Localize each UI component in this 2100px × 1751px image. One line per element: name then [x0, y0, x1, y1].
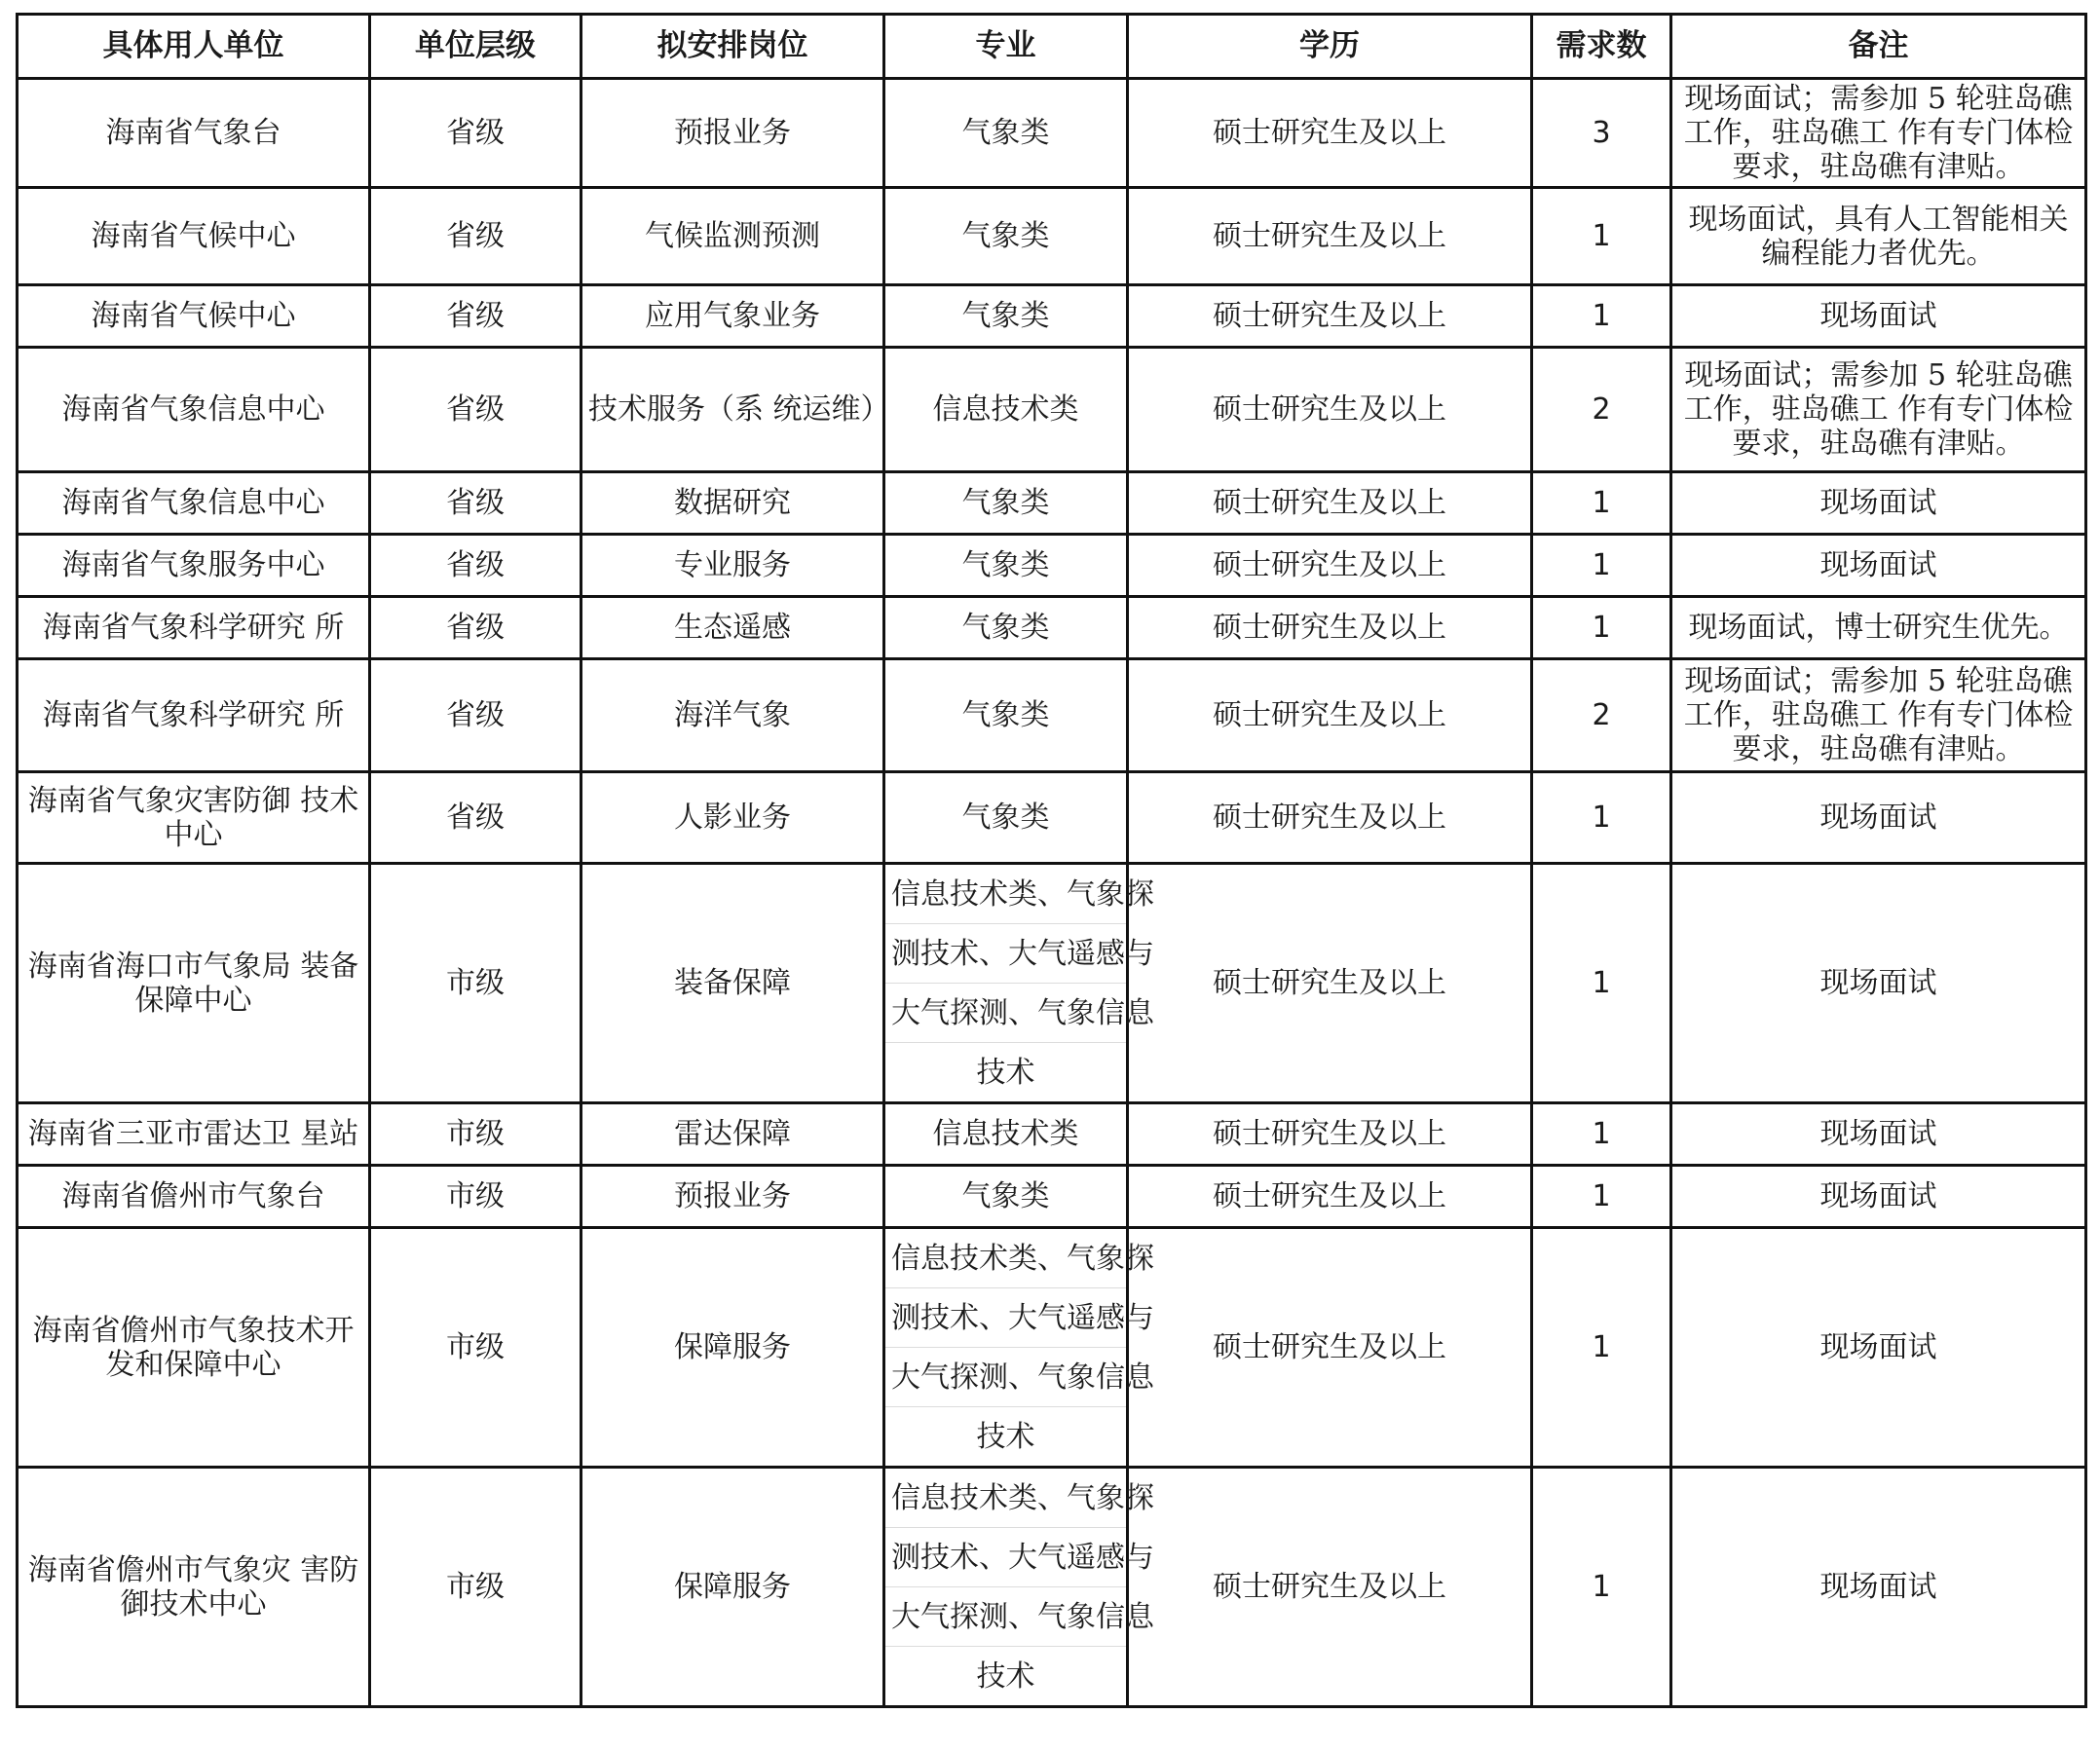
cell-education: 硕士研究生及以上: [1128, 79, 1532, 188]
cell-major-line: 大气探测、气象信息: [884, 1587, 1128, 1647]
cell-education: 硕士研究生及以上: [1128, 1228, 1532, 1468]
cell-unit: 海南省气象服务中心: [18, 535, 370, 597]
cell-remark: 现场面试: [1671, 772, 2086, 864]
table-row: [18, 1103, 2086, 1166]
cell-major-line: 大气探测、气象信息: [884, 1348, 1128, 1407]
cell-major-line: 技术: [884, 1647, 1128, 1707]
cell-major: 气象类: [884, 285, 1128, 348]
header-position: 拟安排岗位: [581, 15, 884, 79]
cell-position: 数据研究: [581, 472, 884, 535]
cell-count: 1: [1532, 535, 1671, 597]
header-education: 学历: [1128, 15, 1532, 79]
recruitment-table-sheet: [16, 13, 2087, 1708]
table-row: [18, 188, 2086, 285]
cell-level: 省级: [370, 772, 581, 864]
cell-major: 气象类: [884, 188, 1128, 285]
cell-count: 1: [1532, 472, 1671, 535]
cell-major: 气象类: [884, 772, 1128, 864]
cell-major-line: 技术: [884, 1407, 1128, 1468]
cell-major: 气象类: [884, 597, 1128, 659]
cell-remark: 现场面试；需参加 5 轮驻岛礁工作，驻岛礁工 作有专门体检要求，驻岛礁有津贴。: [1671, 659, 2086, 772]
cell-unit: 海南省气象台: [18, 79, 370, 188]
cell-level: 市级: [370, 1468, 581, 1707]
cell-remark: 现场面试: [1671, 1228, 2086, 1468]
cell-count: 1: [1532, 1468, 1671, 1707]
cell-education: 硕士研究生及以上: [1128, 472, 1532, 535]
cell-major: 气象类: [884, 535, 1128, 597]
table-row: [18, 597, 2086, 659]
cell-count: 1: [1532, 1166, 1671, 1228]
cell-remark: 现场面试: [1671, 864, 2086, 1103]
cell-remark: 现场面试: [1671, 472, 2086, 535]
cell-unit: 海南省气候中心: [18, 188, 370, 285]
cell-major-line: 测技术、大气遥感与: [884, 1288, 1128, 1348]
cell-count: 1: [1532, 1103, 1671, 1166]
cell-remark: 现场面试: [1671, 1103, 2086, 1166]
cell-count: 1: [1532, 285, 1671, 348]
cell-unit: 海南省海口市气象局 装备保障中心: [18, 864, 370, 1103]
cell-unit: 海南省儋州市气象灾 害防御技术中心: [18, 1468, 370, 1707]
cell-position: 生态遥感: [581, 597, 884, 659]
cell-major: 信息技术类: [884, 348, 1128, 472]
cell-education: 硕士研究生及以上: [1128, 285, 1532, 348]
cell-major-line: 测技术、大气遥感与: [884, 1528, 1128, 1587]
cell-count: 1: [1532, 188, 1671, 285]
cell-education: 硕士研究生及以上: [1128, 772, 1532, 864]
cell-major: 气象类: [884, 472, 1128, 535]
header-remark: 备注: [1671, 15, 2086, 79]
cell-count: 1: [1532, 597, 1671, 659]
cell-position: 应用气象业务: [581, 285, 884, 348]
cell-position: 人影业务: [581, 772, 884, 864]
cell-count: 1: [1532, 772, 1671, 864]
cell-level: 市级: [370, 1228, 581, 1468]
table-row: [18, 864, 2086, 924]
cell-major-line: 技术: [884, 1043, 1128, 1103]
cell-level: 省级: [370, 472, 581, 535]
cell-remark: 现场面试；需参加 5 轮驻岛礁工作，驻岛礁工 作有专门体检要求，驻岛礁有津贴。: [1671, 348, 2086, 472]
cell-education: 硕士研究生及以上: [1128, 1468, 1532, 1707]
cell-level: 省级: [370, 348, 581, 472]
table-row: [18, 348, 2086, 472]
cell-education: 硕士研究生及以上: [1128, 188, 1532, 285]
cell-position: 海洋气象: [581, 659, 884, 772]
header-unit: 具体用人单位: [18, 15, 370, 79]
table-row: [18, 772, 2086, 864]
table-row: [18, 472, 2086, 535]
cell-level: 省级: [370, 79, 581, 188]
header-level: 单位层级: [370, 15, 581, 79]
cell-major: 气象类: [884, 1166, 1128, 1228]
table-row: [18, 535, 2086, 597]
cell-unit: 海南省气象信息中心: [18, 472, 370, 535]
table-row: [18, 285, 2086, 348]
cell-education: 硕士研究生及以上: [1128, 597, 1532, 659]
cell-remark: 现场面试: [1671, 1468, 2086, 1707]
cell-level: 省级: [370, 659, 581, 772]
cell-remark: 现场面试，博士研究生优先。: [1671, 597, 2086, 659]
cell-level: 省级: [370, 597, 581, 659]
cell-position: 装备保障: [581, 864, 884, 1103]
cell-remark: 现场面试: [1671, 535, 2086, 597]
cell-remark: 现场面试，具有人工智能相关编程能力者优先。: [1671, 188, 2086, 285]
cell-position: 气候监测预测: [581, 188, 884, 285]
cell-position: 雷达保障: [581, 1103, 884, 1166]
cell-level: 省级: [370, 285, 581, 348]
cell-remark: 现场面试: [1671, 285, 2086, 348]
cell-remark: 现场面试；需参加 5 轮驻岛礁工作，驻岛礁工 作有专门体检要求，驻岛礁有津贴。: [1671, 79, 2086, 188]
cell-count: 1: [1532, 1228, 1671, 1468]
cell-count: 2: [1532, 348, 1671, 472]
cell-unit: 海南省气象科学研究 所: [18, 659, 370, 772]
header-major: 专业: [884, 15, 1128, 79]
cell-unit: 海南省儋州市气象技术开发和保障中心: [18, 1228, 370, 1468]
header-count: 需求数: [1532, 15, 1671, 79]
cell-education: 硕士研究生及以上: [1128, 348, 1532, 472]
table-row: [18, 659, 2086, 772]
cell-level: 市级: [370, 1103, 581, 1166]
cell-unit: 海南省气象科学研究 所: [18, 597, 370, 659]
cell-level: 省级: [370, 535, 581, 597]
cell-unit: 海南省儋州市气象台: [18, 1166, 370, 1228]
cell-major: 气象类: [884, 79, 1128, 188]
cell-major-line: 大气探测、气象信息: [884, 984, 1128, 1043]
cell-education: 硕士研究生及以上: [1128, 864, 1532, 1103]
table-row: [18, 1468, 2086, 1528]
cell-major-line: 测技术、大气遥感与: [884, 924, 1128, 984]
cell-position: 预报业务: [581, 79, 884, 188]
cell-education: 硕士研究生及以上: [1128, 1103, 1532, 1166]
cell-position: 保障服务: [581, 1468, 884, 1707]
cell-level: 市级: [370, 1166, 581, 1228]
cell-education: 硕士研究生及以上: [1128, 1166, 1532, 1228]
table-row: [18, 79, 2086, 188]
cell-position: 技术服务（系 统运维）: [581, 348, 884, 472]
cell-unit: 海南省气象灾害防御 技术中心: [18, 772, 370, 864]
cell-education: 硕士研究生及以上: [1128, 659, 1532, 772]
cell-education: 硕士研究生及以上: [1128, 535, 1532, 597]
cell-count: 2: [1532, 659, 1671, 772]
cell-unit: 海南省气象信息中心: [18, 348, 370, 472]
cell-position: 保障服务: [581, 1228, 884, 1468]
cell-position: 专业服务: [581, 535, 884, 597]
cell-unit: 海南省气候中心: [18, 285, 370, 348]
cell-major-line: 信息技术类、气象探: [884, 1468, 1128, 1528]
cell-count: 1: [1532, 864, 1671, 1103]
cell-level: 省级: [370, 188, 581, 285]
table-row: [18, 1228, 2086, 1288]
cell-position: 预报业务: [581, 1166, 884, 1228]
cell-level: 市级: [370, 864, 581, 1103]
cell-count: 3: [1532, 79, 1671, 188]
cell-major-line: 信息技术类、气象探: [884, 1228, 1128, 1288]
cell-major: 气象类: [884, 659, 1128, 772]
cell-remark: 现场面试: [1671, 1166, 2086, 1228]
recruitment-table: [16, 13, 2087, 1708]
header-row: [18, 15, 2086, 79]
cell-unit: 海南省三亚市雷达卫 星站: [18, 1103, 370, 1166]
cell-major-line: 信息技术类、气象探: [884, 864, 1128, 924]
table-row: [18, 1166, 2086, 1228]
cell-major: 信息技术类: [884, 1103, 1128, 1166]
